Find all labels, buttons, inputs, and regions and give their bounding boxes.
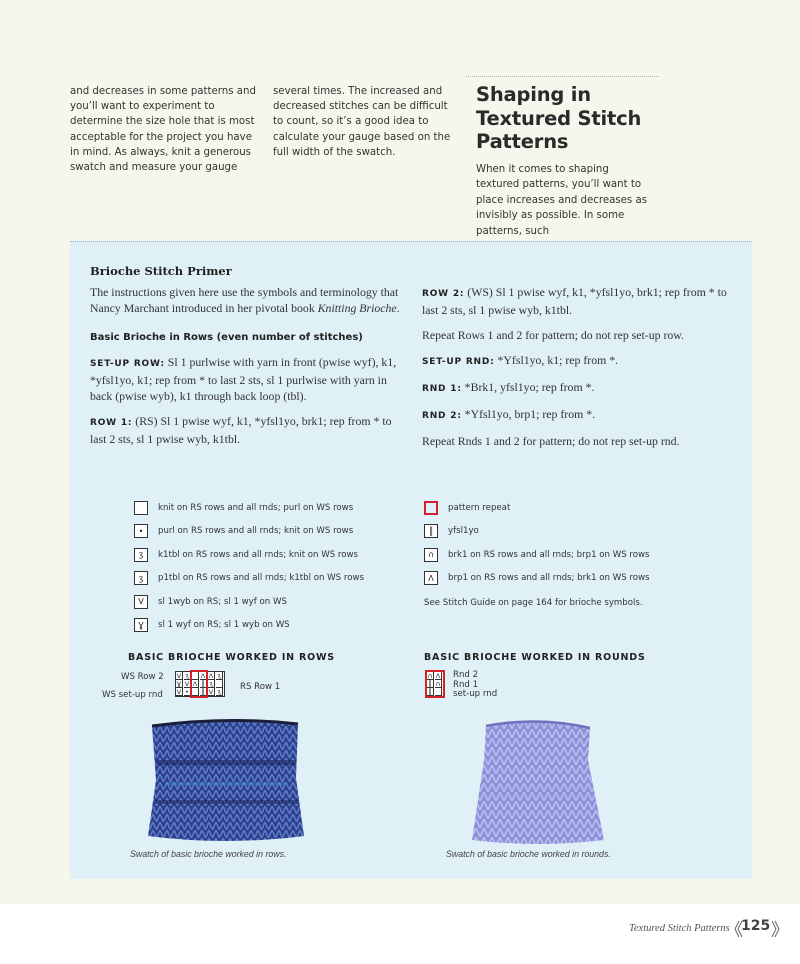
- chart-stitch-cell: Λ: [192, 680, 198, 688]
- chart-stitch-cell: Λ: [200, 672, 206, 680]
- repeat-rnds-text: Repeat Rnds 1 and 2 for pattern; do not rep set-up rnd.: [422, 434, 680, 448]
- sidebar-lead-text: When it comes to shaping textured patterns, you’ll want to place increases and decreases as invisibly as possible. In some patterns, such: [476, 163, 648, 237]
- chart-stitch-cell: ║: [200, 680, 207, 688]
- legend-item: [424, 520, 650, 544]
- sidebar-section: [466, 76, 659, 239]
- primer-left-column: [90, 284, 410, 456]
- body-column-2: several times. The increased and decreased stitches can be difficult to count, so it’s a good idea to calculate your gauge based on the full width of the swatch.: [273, 86, 451, 158]
- rounds-label-rnd-2: Rnd 2: [453, 670, 479, 680]
- pattern-repeat-icon: [424, 501, 438, 515]
- chart-stitch-cell: [216, 680, 223, 688]
- primer-title: Brioche Stitch Primer: [90, 264, 232, 278]
- legend-item: [134, 614, 364, 638]
- setup-rnd-label: SET-UP RND:: [422, 357, 495, 367]
- legend-item: [134, 496, 364, 520]
- chart-stitch-cell: ║: [200, 688, 207, 696]
- chart-stitch-cell: ʒ: [184, 672, 191, 680]
- row1-text: (RS) Sl 1 pwise wyf, k1, *yfsl1yo, brk1; rep from * to last 2 sts, sl 1 pwise wyb, k1tbl.: [90, 414, 392, 446]
- rows-chart-title: BASIC BRIOCHE WORKED IN ROWS: [128, 652, 335, 663]
- legend-note: See Stitch Guide on page 164 for brioche symbols.: [424, 598, 643, 608]
- legend-text: yfsl1yo: [448, 526, 479, 537]
- setup-row-instruction: [90, 354, 410, 404]
- chart-stitch-cell: •: [184, 688, 191, 696]
- rnd2-text: *Yfsl1yo, brp1; rep from *.: [461, 407, 596, 421]
- chart-stitch-cell: V: [184, 680, 190, 688]
- slip-wyf-symbol-icon: Ɣ: [134, 618, 148, 632]
- chart-stitch-cell: V: [176, 688, 182, 696]
- chart-stitch-cell: ║: [427, 688, 434, 696]
- page-number: 125: [741, 918, 771, 934]
- legend-item: [134, 543, 364, 567]
- rounds-swatch-photo: [468, 720, 608, 846]
- chart-stitch-cell: V: [176, 672, 182, 680]
- brioche-primer-box: [70, 241, 752, 879]
- legend-item: [134, 567, 364, 591]
- repeat-rows-text: Repeat Rows 1 and 2 for pattern; do not rep set-up row.: [422, 328, 684, 342]
- legend-item: [424, 496, 650, 520]
- rnd1-label: RND 1:: [422, 384, 462, 394]
- row1-instruction: [90, 413, 410, 447]
- chart-stitch-cell: ʒ: [216, 672, 223, 680]
- chart-stitch-cell: V: [208, 688, 214, 696]
- legend-right: [424, 496, 650, 608]
- chart-stitch-cell: Λ: [208, 672, 214, 680]
- p1tbl-symbol-icon: ʒ: [134, 571, 148, 585]
- purl-symbol-icon: •: [134, 524, 148, 538]
- row1-label: ROW 1:: [90, 418, 133, 428]
- rows-chart-label-ws-setup: WS set-up rnd: [102, 690, 163, 700]
- primer-right-column: [422, 284, 742, 458]
- legend-text: k1tbl on RS rows and all rnds; knit on WS rows: [158, 549, 359, 560]
- row2-text: (WS) Sl 1 pwise wyf, k1, *yfsl1yo, brk1; rep from * to last 2 sts, sl 1 pwise wyb, k1tbl.: [422, 285, 727, 317]
- setup-row-text: Sl 1 purlwise with yarn in front (pwise wyf), k1, *yfsl1yo, k1; rep from * to last 2 sts, sl 1 purlwise with yarn in back (pwise wyb), k1 through back loop (tbl).: [90, 355, 397, 403]
- rounds-label-rnd-1: Rnd 1: [453, 679, 479, 690]
- legend-item: [134, 590, 364, 614]
- legend-text: brp1 on RS rows and all rnds; brk1 on WS rows: [448, 573, 650, 584]
- chart-stitch-cell: ʒ: [216, 688, 223, 696]
- rounds-chart-labels: [453, 671, 497, 700]
- rnd1-instruction: [422, 379, 742, 397]
- brk1-symbol-icon: ∩: [424, 548, 438, 562]
- rnd2-instruction: [422, 406, 742, 424]
- body-column-1: and decreases in some patterns and you’ll want to experiment to determine the size hole that is most acceptable for the project you have in mind. As always, knit a generous swatch and measure your gauge: [70, 86, 256, 174]
- book-title: Knitting Brioche: [317, 301, 397, 315]
- page-bottom-band: [0, 904, 800, 964]
- primer-intro: [90, 284, 410, 316]
- slip-wyb-symbol-icon: V: [134, 595, 148, 609]
- legend-text: purl on RS rows and all rnds; knit on WS rows: [158, 526, 354, 537]
- yfsl1yo-symbol-icon: ║: [424, 524, 438, 538]
- row2-label: ROW 2:: [422, 289, 465, 299]
- sidebar-heading: Shaping in Textured Stitch Patterns: [476, 83, 642, 153]
- running-title: Textured Stitch Patterns: [629, 923, 730, 934]
- intro-end: .: [396, 301, 400, 315]
- legend-text: sl 1 wyf on RS; sl 1 wyb on WS: [158, 620, 290, 631]
- legend-text: pattern repeat: [448, 502, 511, 513]
- k1tbl-symbol-icon: ʒ: [134, 548, 148, 562]
- chart-stitch-cell: ∩: [435, 680, 441, 688]
- knit-symbol-icon: [134, 501, 148, 515]
- rounds-pattern-repeat-box: [425, 670, 445, 698]
- rows-chart-label-ws-row-2: WS Row 2: [121, 672, 164, 682]
- rounds-chart-title: BASIC BRIOCHE WORKED IN ROUNDS: [424, 652, 646, 663]
- legend-left: [134, 496, 364, 637]
- setup-rnd-instruction: [422, 352, 742, 370]
- legend-item: [424, 543, 650, 567]
- setup-row-label: SET-UP ROW:: [90, 359, 165, 369]
- legend-text: brk1 on RS rows and all rnds; brp1 on WS rows: [448, 549, 650, 560]
- legend-item: [134, 520, 364, 544]
- chart-stitch-cell: ∩: [427, 672, 433, 680]
- rounds-label-setup: set-up rnd: [453, 689, 498, 699]
- rows-heading: Basic Brioche in Rows (even number of stitches): [90, 332, 363, 343]
- chart-stitch-cell: Λ: [435, 672, 441, 680]
- legend-text: knit on RS rows and all rnds; purl on WS rows: [158, 502, 354, 513]
- row2-instruction: [422, 284, 742, 318]
- rows-swatch-photo: [146, 718, 306, 843]
- rnd1-text: *Brk1, yfsl1yo; rep from *.: [461, 380, 595, 394]
- chart-stitch-cell: ║: [427, 680, 434, 688]
- rows-chart-label-rs-row-1: RS Row 1: [240, 682, 281, 692]
- intro-text: The instructions given here use the symbols and terminology that Nancy Marchant introduced in her pivotal book: [90, 285, 399, 315]
- brp1-symbol-icon: Λ: [424, 571, 438, 585]
- rounds-swatch-caption: Swatch of basic brioche worked in rounds.: [446, 849, 611, 859]
- rnd2-label: RND 2:: [422, 411, 462, 421]
- legend-item: [424, 567, 650, 591]
- rows-pattern-repeat-box: [190, 670, 208, 698]
- chart-stitch-cell: ʒ: [208, 680, 215, 688]
- legend-text: p1tbl on RS rows and all rnds; k1tbl on WS rows: [158, 573, 364, 584]
- setup-rnd-text: *Yfsl1yo, k1; rep from *.: [494, 353, 619, 367]
- legend-text: sl 1wyb on RS; sl 1 wyf on WS: [158, 596, 287, 607]
- rows-swatch-caption: Swatch of basic brioche worked in rows.: [130, 849, 287, 859]
- chart-stitch-cell: Ɣ: [176, 680, 182, 688]
